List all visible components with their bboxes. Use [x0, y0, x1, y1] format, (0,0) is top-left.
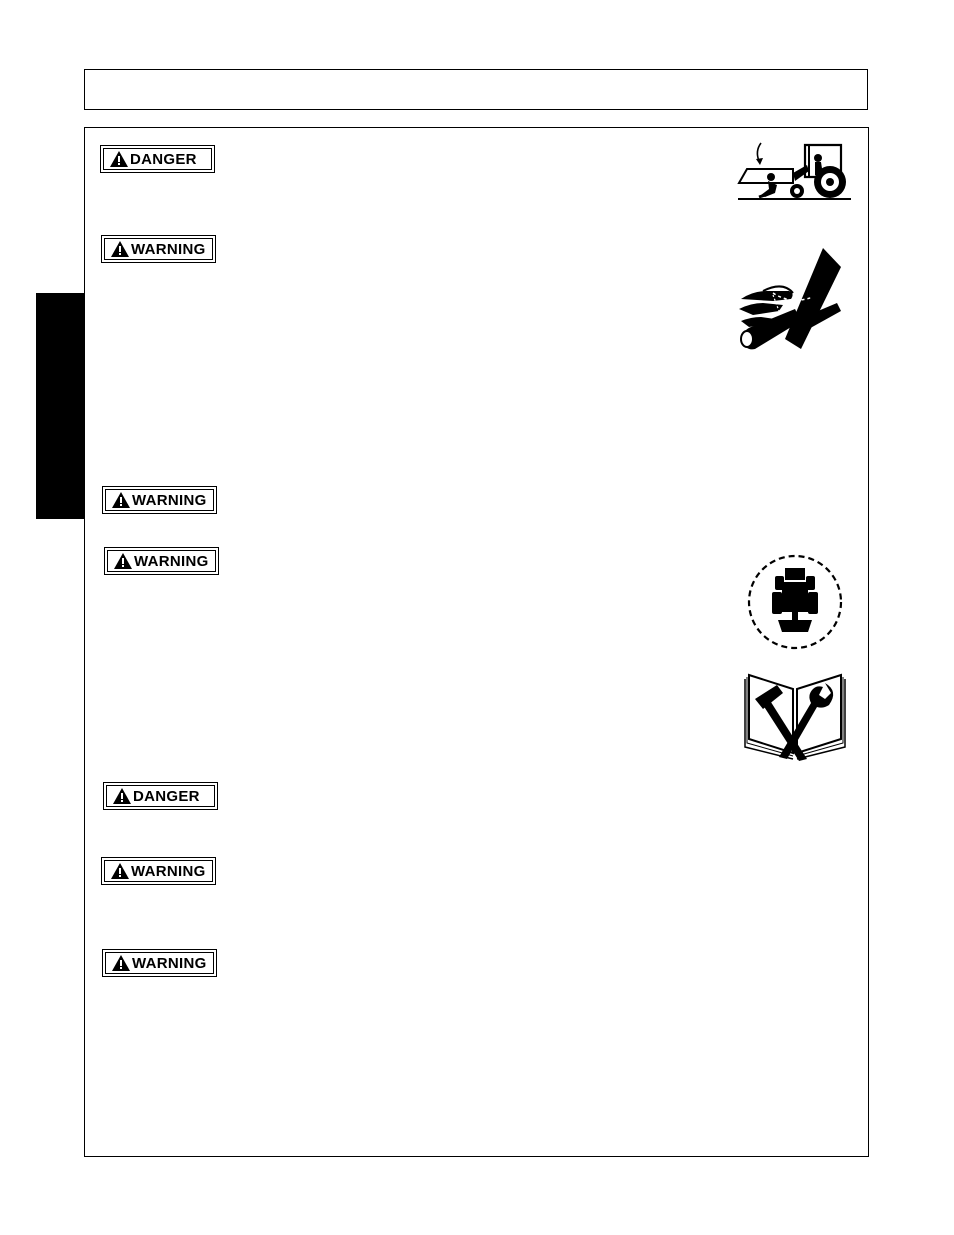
high-pressure-fluid-hand-icon — [733, 245, 843, 353]
label-text: DANGER — [133, 787, 200, 805]
danger-label — [100, 145, 215, 173]
label-text: WARNING — [132, 954, 207, 972]
alert-triangle-icon — [114, 553, 132, 569]
warning-label — [101, 857, 216, 885]
tractor-crush-hazard-icon — [735, 137, 853, 203]
alert-triangle-icon — [113, 788, 131, 804]
warning-label — [102, 486, 217, 514]
label-text: WARNING — [132, 491, 207, 509]
label-text: WARNING — [131, 862, 206, 880]
warning-label — [102, 949, 217, 977]
alert-triangle-icon — [111, 241, 129, 257]
label-text: WARNING — [131, 240, 206, 258]
alert-triangle-icon — [112, 492, 130, 508]
alert-triangle-icon — [110, 151, 128, 167]
danger-label — [103, 782, 218, 810]
label-text: WARNING — [134, 552, 209, 570]
tractor-keep-away-circle-icon — [744, 552, 846, 652]
label-text: DANGER — [130, 150, 197, 168]
manual-tools-icon — [743, 669, 847, 761]
section-side-tab — [36, 293, 84, 519]
page-header-box — [84, 69, 868, 110]
warning-label — [104, 547, 219, 575]
alert-triangle-icon — [111, 863, 129, 879]
alert-triangle-icon — [112, 955, 130, 971]
warning-label — [101, 235, 216, 263]
